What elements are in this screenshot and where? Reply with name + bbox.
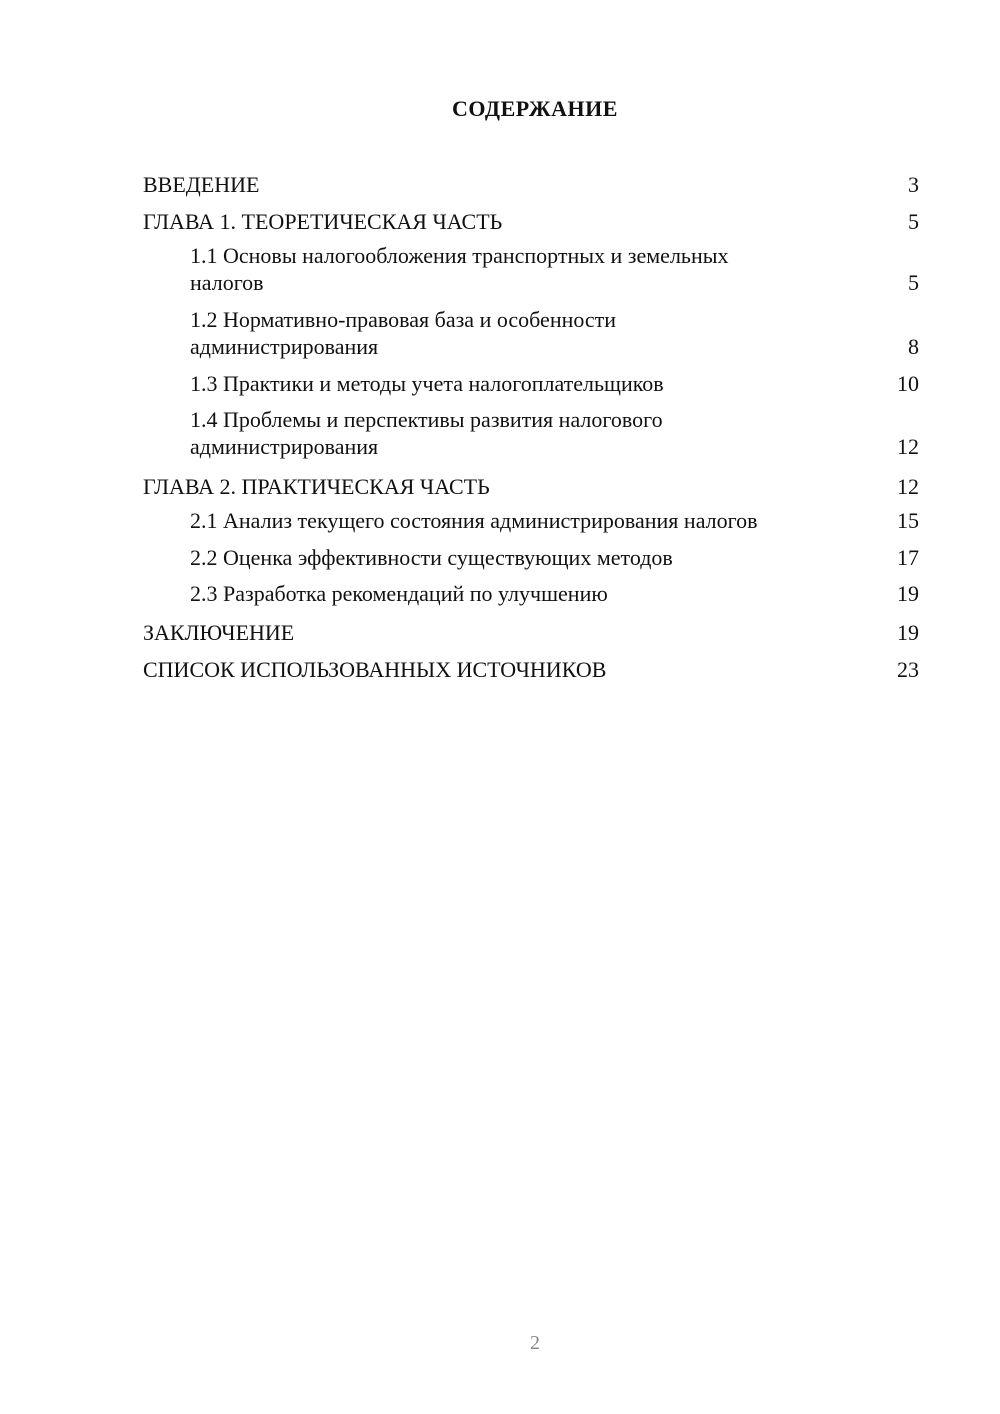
- toc-entry-text: 2.1 Анализ текущего состояния администрирования налогов: [190, 508, 758, 533]
- toc-entry-page: 17: [897, 545, 919, 570]
- toc-entry-page: 5: [908, 270, 919, 295]
- toc-entry-page: 15: [897, 508, 919, 533]
- toc-entry-text: 2.3 Разработка рекомендаций по улучшению: [190, 581, 608, 606]
- toc-entry-page: 8: [908, 334, 919, 359]
- toc-entry-section-1-4[interactable]: [143, 406, 919, 460]
- table-of-contents: [143, 168, 919, 690]
- toc-entry-text: СПИСОК ИСПОЛЬЗОВАННЫХ ИСТОЧНИКОВ: [143, 657, 607, 682]
- toc-entry-text: 1.2 Нормативно-правовая база и особенности администрирования: [190, 307, 617, 359]
- toc-entry-text: ГЛАВА 2. ПРАКТИЧЕСКАЯ ЧАСТЬ: [143, 474, 490, 499]
- toc-entry-chapter-2[interactable]: [143, 470, 919, 507]
- toc-entry-text: 1.1 Основы налогообложения транспортных и земельных налогов: [190, 243, 729, 295]
- toc-entry-section-2-2[interactable]: [143, 544, 919, 571]
- toc-entry-text: 1.4 Проблемы и перспективы развития налогового администрирования: [190, 407, 663, 459]
- toc-entry-page: 23: [897, 657, 919, 682]
- toc-entry-section-2-3[interactable]: [143, 580, 919, 607]
- toc-entry-page: 3: [908, 172, 919, 197]
- page-number: 2: [530, 1332, 540, 1354]
- toc-entry-page: 5: [908, 209, 919, 234]
- toc-entry-text: 2.2 Оценка эффективности существующих методов: [190, 545, 673, 570]
- toc-entry-references[interactable]: [143, 653, 919, 690]
- toc-entry-section-1-2[interactable]: [143, 306, 919, 360]
- toc-entry-chapter-1[interactable]: [143, 205, 919, 242]
- toc-entry-text: ЗАКЛЮЧЕНИЕ: [143, 620, 295, 645]
- toc-entry-section-1-3[interactable]: [143, 370, 919, 397]
- toc-entry-page: 12: [897, 474, 919, 499]
- toc-entry-text: ГЛАВА 1. ТЕОРЕТИЧЕСКАЯ ЧАСТЬ: [143, 209, 503, 234]
- toc-entry-conclusion[interactable]: [143, 616, 919, 653]
- toc-entry-page: 12: [897, 434, 919, 459]
- toc-entry-page: 19: [897, 620, 919, 645]
- toc-entry-text: 1.3 Практики и методы учета налогоплательщиков: [190, 371, 664, 396]
- toc-entry-section-1-1[interactable]: [143, 242, 919, 296]
- toc-entry-page: 10: [897, 371, 919, 396]
- toc-entry-section-2-1[interactable]: [143, 507, 919, 534]
- toc-entry-page: 19: [897, 581, 919, 606]
- toc-entry-introduction[interactable]: [143, 168, 919, 205]
- toc-entry-text: ВВЕДЕНИЕ: [143, 172, 260, 197]
- page-title: СОДЕРЖАНИЕ: [452, 96, 618, 121]
